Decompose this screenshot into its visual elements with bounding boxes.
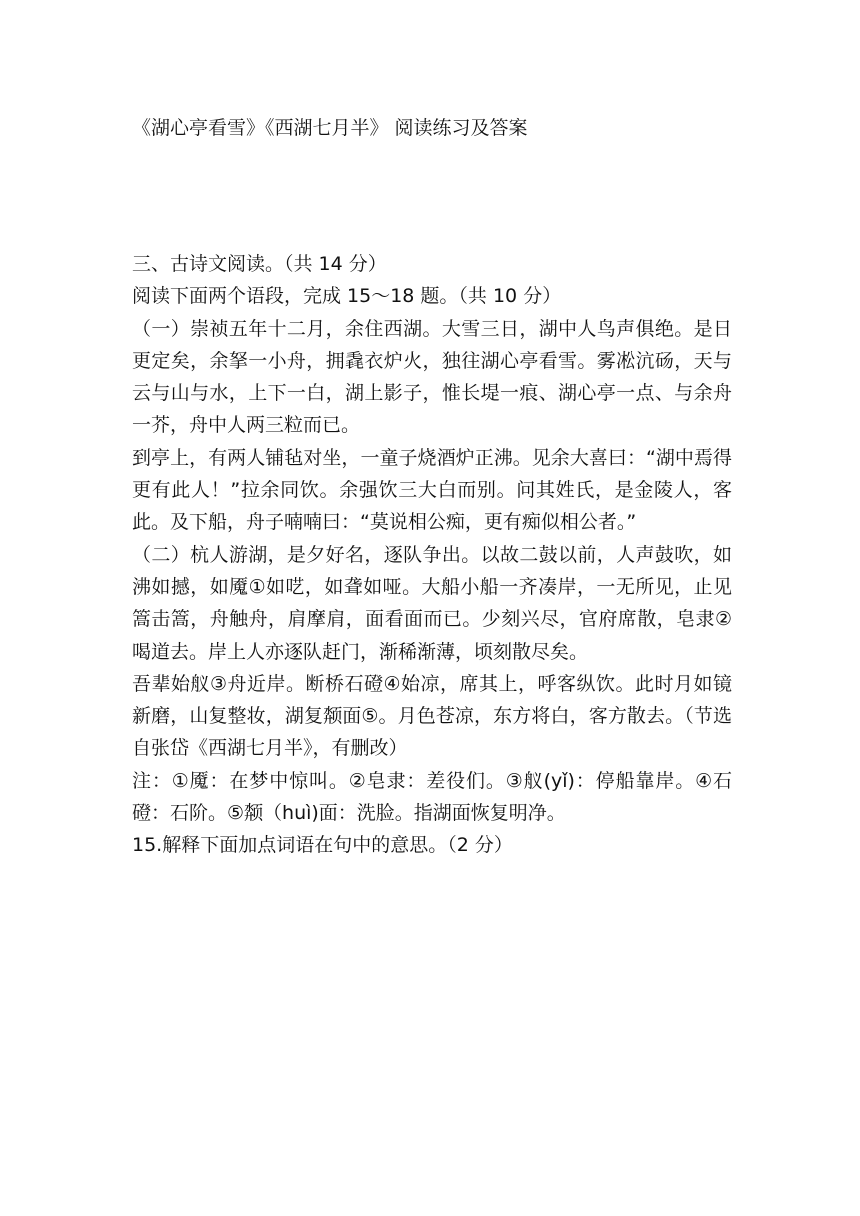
notes-text: 注：①魇：在梦中惊叫。②皂隶：差役们。③舣(yǐ)：停船靠岸。④石磴：石阶。⑤颒（huì)面：洗脸。指湖面恢复明净。 bbox=[132, 769, 732, 825]
passage2-paragraph1: （二）杭人游湖，是夕好名，逐队争出。以故二鼓以前，人声鼓吹，如沸如撼，如魇①如呓，如聋如哑。大船小船一齐凑岸，一无所见，止见篙击篙，舟触舟，肩摩肩，面看面而已。少刻兴尽，官府席散，皂隶②喝道去。岸上人亦逐队赶门，渐稀渐薄，顷刻散尽矣。 bbox=[132, 543, 732, 663]
document-body bbox=[132, 248, 732, 862]
passage1-paragraph1: （一）崇祯五年十二月，余住西湖。大雪三日，湖中人鸟声俱绝。是日更定矣，余拏一小舟，拥毳衣炉火，独往湖心亭看雪。雾凇沆砀，天与云与山与水，上下一白，湖上影子，惟长堤一痕、湖心亭一点、与余舟一芥，舟中人两三粒而已。 bbox=[132, 317, 732, 437]
passage1-paragraph2: 到亭上，有两人铺毡对坐，一童子烧酒炉正沸。见余大喜曰：“湖中焉得更有此人！”拉余同饮。余强饮三大白而别。问其姓氏，是金陵人，客此。及下船，舟子喃喃曰：“莫说相公痴，更有痴似相公者。” bbox=[132, 446, 732, 534]
passage2-paragraph2: 吾辈始舣③舟近岸。断桥石磴④始凉，席其上，呼客纵饮。此时月如镜新磨，山复整妆，湖复颒面⑤。月色苍凉，东方将白，客方散去。（节选自张岱《西湖七月半》，有删改） bbox=[132, 672, 732, 760]
section-heading: 三、古诗文阅读。（共 14 分） bbox=[132, 253, 387, 275]
instruction-text: 阅读下面两个语段，完成 15～18 题。（共 10 分） bbox=[132, 285, 562, 308]
document-title: 《湖心亭看雪》《西湖七月半》 阅读练习及答案 bbox=[132, 117, 528, 139]
question-15: 15.解释下面加点词语在句中的意思。（2 分） bbox=[132, 834, 513, 857]
